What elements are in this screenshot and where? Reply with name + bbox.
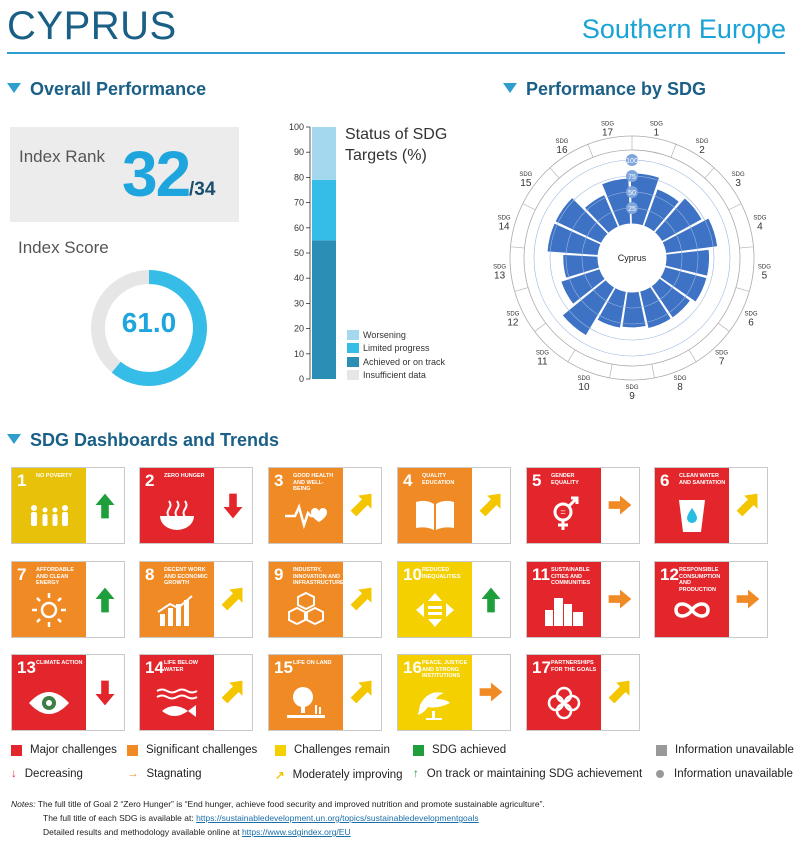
- down-arrow-icon: ↓: [11, 768, 17, 780]
- notes-line-3: Detailed results and methodology available online at https://www.sdgindex.org/EU: [43, 827, 351, 837]
- trend-arrow: [351, 681, 372, 704]
- sdg-number: 16: [556, 144, 568, 156]
- sdg-prefix: SDG: [519, 171, 533, 178]
- tree-icon: [283, 682, 329, 724]
- sdg-goal-title: INDUSTRY, INNOVATION AND INFRASTRUCTURE: [293, 567, 344, 586]
- legend-entry: [347, 355, 445, 369]
- radar-tick: [610, 364, 613, 378]
- ring-label: 100: [626, 158, 638, 165]
- radar-goal-label: [555, 139, 568, 156]
- sdg-goal-title: AFFORDABLE AND CLEAN ENERGY: [36, 567, 74, 586]
- sdg-prefix: SDG: [497, 215, 511, 222]
- trend-arrow: [482, 588, 501, 613]
- legend-swatch: [347, 343, 359, 353]
- sdg-goal-title: GENDER EQUALITY: [551, 473, 579, 486]
- triangle-icon: [7, 434, 21, 444]
- sdg-goal-title: REDUCED INEQUALITIES: [422, 567, 461, 580]
- water-icon: [669, 495, 715, 537]
- legend-label: Limited progress: [363, 343, 430, 354]
- sun-icon: [26, 589, 72, 631]
- notes-line-1: Notes: The full title of Goal 2 “Zero Hunger” is “End hunger, achieve food security and improved nutrition and promote sustainable agriculture”.: [11, 799, 545, 809]
- legend-swatch: [347, 370, 359, 380]
- book-icon: [412, 495, 458, 537]
- legend-entry: [347, 342, 445, 356]
- sdg-goal-number: 13: [17, 658, 36, 677]
- trend-arrow: [609, 496, 632, 515]
- trend-diag-arrow-icon: [217, 582, 249, 618]
- sdg-tile: [268, 467, 382, 544]
- sdg-number: 2: [699, 144, 705, 156]
- radar-tick: [568, 350, 575, 362]
- trend-arrow: [737, 494, 758, 517]
- sdg-number: 14: [498, 221, 510, 233]
- y-tick-label: 0: [298, 374, 304, 384]
- sdg-number: 15: [520, 177, 532, 189]
- y-tick-label: 50: [293, 248, 304, 258]
- sdg-goal-number: 2: [145, 471, 155, 490]
- sdg-number: 8: [677, 382, 683, 394]
- trend-diag-arrow-icon: [604, 675, 636, 711]
- trend-up-arrow-icon: [89, 488, 121, 524]
- region-title: Southern Europe: [581, 14, 786, 44]
- radar-goal-label: [753, 216, 766, 233]
- trend-arrow: [480, 683, 503, 702]
- legend-decreasing: ↓ Decreasing: [11, 768, 83, 780]
- ring-label: 75: [628, 174, 636, 181]
- radar-tick: [515, 288, 528, 292]
- radar-goal-label: [650, 121, 663, 138]
- trend-arrow: [96, 588, 115, 613]
- sdg-prefix: SDG: [673, 376, 687, 383]
- sdg-prefix: SDG: [744, 311, 758, 318]
- sdg-goal-icon: [398, 468, 472, 543]
- sdg-goal-icon: [527, 468, 601, 543]
- y-tick-label: 40: [293, 273, 304, 284]
- trend-diag-arrow-icon: [346, 582, 378, 618]
- sdg-goal-icon: [12, 655, 86, 730]
- red-square-icon: [11, 745, 22, 756]
- sdg-goal-title: GOOD HEALTH AND WELL-BEING: [293, 473, 334, 492]
- sdg-goal-title: RESPONSIBLE CONSUMPTION AND PRODUCTION: [679, 567, 721, 593]
- sdg-goal-icon: [398, 655, 472, 730]
- index-rank-label: Index Rank: [19, 147, 105, 166]
- dove-icon: [412, 682, 458, 724]
- sdg-tile: [268, 654, 382, 731]
- infinity-icon: [669, 589, 715, 631]
- sdg-tile: [11, 467, 125, 544]
- legend-entry: [347, 369, 445, 383]
- sdg-prefix: SDG: [535, 350, 549, 357]
- y-tick-label: 70: [293, 197, 304, 208]
- sdgindex-link[interactable]: https://www.sdgindex.org/EU: [241, 827, 351, 837]
- green-square-icon: [413, 745, 424, 756]
- legend-swatch: [347, 357, 359, 367]
- sdg-goal-icon: [269, 468, 343, 543]
- y-tick-label: 90: [293, 147, 304, 158]
- trend-arrow: [222, 681, 243, 704]
- sdg-goal-title: SUSTAINABLE CITIES AND COMMUNITIES: [551, 567, 591, 586]
- sdg-goal-icon: [12, 562, 86, 637]
- radar-tick: [511, 247, 525, 248]
- sdg-goal-icon: [269, 562, 343, 637]
- radar-tick: [736, 288, 749, 292]
- right-arrow-icon: →: [127, 768, 139, 780]
- status-chart-title: Status of SDG Targets (%): [345, 126, 448, 164]
- trend-diag-arrow-icon: [346, 675, 378, 711]
- y-tick-label: 30: [293, 298, 304, 309]
- fish-icon: [154, 682, 200, 724]
- sdg-goal-title: QUALITY EDUCATION: [422, 473, 455, 486]
- sdg-goal-title: PARTNERSHIPS FOR THE GOALS: [551, 660, 597, 673]
- sdg-prefix: SDG: [625, 385, 639, 391]
- trend-right-arrow-icon: [604, 582, 636, 618]
- sdg-tile: [397, 654, 511, 731]
- sdg-goal-number: 1: [17, 471, 27, 490]
- legend-swatch: [347, 330, 359, 340]
- country-title: CYPRUS: [7, 4, 177, 48]
- sdg-goal-icon: [527, 655, 601, 730]
- sdg-goal-icon: [398, 562, 472, 637]
- city-icon: [541, 589, 587, 631]
- legend-moderately: ↗ Moderately improving: [275, 769, 403, 782]
- sdg-goal-title: LIFE BELOW WATER: [164, 660, 198, 673]
- radar-tick: [550, 168, 559, 178]
- sdg-goal-number: 12: [660, 565, 679, 584]
- index-score-label: Index Score: [18, 238, 109, 257]
- notes: [11, 797, 545, 839]
- legend-label: Insufficient data: [363, 370, 426, 381]
- sdg-prefix: SDG: [695, 138, 709, 145]
- trend-diag-arrow-icon: [475, 488, 507, 524]
- radar-goal-label: [536, 350, 549, 367]
- sdg-number: 3: [735, 177, 741, 189]
- sdg-tile: [654, 467, 768, 544]
- y-tick-label: 60: [293, 222, 304, 233]
- sdg-goal-icon: [527, 562, 601, 637]
- heartbeat-icon: [283, 495, 329, 537]
- trend-arrow: [222, 588, 243, 611]
- bowl-icon: [154, 495, 200, 537]
- radar-tick: [689, 350, 696, 362]
- status-chart-legend: [347, 328, 445, 382]
- radar-tick: [718, 323, 729, 331]
- sdg-prefix: SDG: [493, 264, 507, 271]
- bar-segment: [312, 127, 336, 180]
- sdg-tile: [11, 654, 125, 731]
- y-tick-label: 10: [293, 348, 304, 359]
- trend-arrow: [351, 588, 372, 611]
- sdg-goal-number: 4: [403, 471, 413, 490]
- status-targets-chart: [282, 118, 352, 388]
- index-score-value: 61.0: [121, 307, 177, 338]
- orange-square-icon: [127, 745, 138, 756]
- sdg-number: 4: [757, 221, 763, 233]
- trend-arrow: [96, 681, 115, 706]
- sdg-prefix: SDG: [506, 311, 520, 318]
- sdg-tile: [139, 561, 253, 638]
- trend-arrow: [480, 494, 501, 517]
- radar-goal-label: [601, 121, 614, 138]
- legend-achieved: SDG achieved: [413, 744, 506, 756]
- ring-label: 50: [628, 190, 636, 197]
- sdg-goal-number: 6: [660, 471, 670, 490]
- sdg-prefix: SDG: [601, 121, 615, 128]
- sdg-goal-title: PEACE, JUSTICE AND STRONG INSTITUTIONS: [422, 660, 468, 679]
- radar-center-label: Cyprus: [617, 253, 647, 263]
- ring-label: 25: [628, 206, 636, 213]
- sdg-tile: [397, 467, 511, 544]
- sdg-goal-icon: [655, 562, 729, 637]
- radar-goal-label: [577, 376, 590, 393]
- sdg-number: 5: [761, 270, 768, 282]
- sdg-goal-number: 8: [145, 565, 155, 584]
- legend-on-track: ↑ On track or maintaining SDG achievement: [413, 768, 643, 780]
- sdg-prefix: SDG: [757, 264, 771, 271]
- bar-segment: [312, 180, 336, 240]
- legend-entry: [347, 328, 445, 342]
- radar-tick: [588, 144, 593, 157]
- y-tick-label: 20: [293, 323, 304, 334]
- sdg-prefix: SDG: [577, 376, 591, 383]
- legend-major: Major challenges: [11, 744, 117, 756]
- sdg-goal-number: 16: [403, 658, 422, 677]
- trend-arrow: [224, 494, 243, 519]
- radar-tick: [740, 247, 754, 248]
- sdg-number: 17: [601, 127, 614, 139]
- people-icon: [26, 495, 72, 537]
- sdg-tile: [526, 654, 640, 731]
- radar-goal-label: [715, 350, 728, 367]
- sdg-number: 10: [578, 382, 590, 394]
- radar-goal-label: [493, 264, 506, 281]
- radar-tick: [729, 204, 742, 210]
- diagonal-arrow-icon: ↗: [275, 770, 285, 782]
- sdg-goal-number: 14: [145, 658, 164, 677]
- radar-tick: [671, 144, 676, 157]
- legend-remain: Challenges remain: [275, 744, 390, 756]
- index-rank-total: /34: [189, 179, 216, 200]
- sdg-goal-icon: [269, 655, 343, 730]
- cubes-icon: [283, 589, 329, 631]
- trend-right-arrow-icon: [475, 675, 507, 711]
- sdg-goal-number: 10: [403, 565, 422, 584]
- sdg-number: 1: [653, 127, 660, 139]
- gender-icon: [541, 495, 587, 537]
- up-arrow-icon: ↑: [413, 768, 419, 780]
- legend-info-unavailable-dot: Information unavailable: [656, 768, 793, 780]
- radar-goal-label: [674, 376, 687, 393]
- sdg-goal-title: NO POVERTY: [36, 473, 73, 479]
- trend-arrow: [737, 590, 760, 609]
- legend-label: Worsening: [363, 329, 406, 340]
- sdg-goal-icon: [140, 562, 214, 637]
- growth-icon: [154, 589, 200, 631]
- y-tick-label: 80: [293, 172, 304, 183]
- trend-down-arrow-icon: [89, 675, 121, 711]
- trend-diag-arrow-icon: [217, 675, 249, 711]
- sdg-prefix: SDG: [555, 138, 569, 145]
- sdg-number: 13: [494, 270, 506, 282]
- radar-goal-label: [745, 311, 758, 328]
- radar-goal-label: [625, 385, 638, 402]
- trend-arrow: [351, 494, 372, 517]
- grey-square-icon: [656, 745, 667, 756]
- sdg-tile: [139, 467, 253, 544]
- legend-label: Achieved or on track: [363, 356, 446, 367]
- radar-goal-label: [506, 311, 519, 328]
- sdg-tile: [526, 561, 640, 638]
- sdg-prefix: SDG: [753, 215, 767, 222]
- radar-tick: [535, 323, 546, 331]
- sdg-goal-number: 7: [17, 565, 27, 584]
- sdg-number: 12: [507, 317, 519, 329]
- sdg-goal-icon: [12, 468, 86, 543]
- index-rank-value: 32: [122, 138, 190, 210]
- sdg-goal-number: 5: [532, 471, 542, 490]
- rings-icon: [541, 682, 587, 724]
- sdg-titles-link[interactable]: https://sustainabledevelopment.un.org/topics/sustainabledevelopmentgoals: [196, 813, 479, 823]
- legend-significant: Significant challenges: [127, 744, 257, 756]
- sdg-goal-title: DECENT WORK AND ECONOMIC GROWTH: [164, 567, 208, 586]
- radar-goal-label: [732, 172, 745, 189]
- radar-goal-label: [498, 216, 511, 233]
- sdg-number: 11: [537, 356, 548, 368]
- notes-line-2: The full title of each SDG is available at: https://sustainabledevelopment.un.org/topics/sustainabledevelopmentgoals: [43, 813, 479, 823]
- svg-text:=: =: [560, 507, 566, 517]
- sdg-number: 9: [629, 391, 635, 402]
- sdg-goal-icon: [140, 655, 214, 730]
- sdg-tile: [11, 561, 125, 638]
- triangle-icon: [503, 83, 517, 93]
- y-tick-label: 100: [288, 122, 304, 132]
- sdg-goal-number: 15: [274, 658, 293, 677]
- yellow-square-icon: [275, 745, 286, 756]
- trend-up-arrow-icon: [89, 582, 121, 618]
- dashboards-heading: SDG Dashboards and Trends: [7, 430, 279, 451]
- trend-down-arrow-icon: [217, 488, 249, 524]
- trend-right-arrow-icon: [732, 582, 764, 618]
- eye-icon: [26, 682, 72, 724]
- sdg-goal-number: 9: [274, 565, 284, 584]
- grey-dot-icon: [656, 770, 664, 778]
- overall-performance-heading: Overall Performance: [7, 79, 206, 100]
- header-divider: [7, 52, 785, 54]
- trend-arrow: [96, 494, 115, 519]
- trend-diag-arrow-icon: [732, 488, 764, 524]
- trend-arrow: [609, 590, 632, 609]
- radar-tick: [705, 168, 714, 178]
- sdg-goal-number: 3: [274, 471, 284, 490]
- sdg-number: 7: [718, 356, 725, 368]
- sdg-tile: [397, 561, 511, 638]
- sdg-tile: [139, 654, 253, 731]
- sdg-goal-title: LIFE ON LAND: [293, 660, 332, 666]
- sdg-tile: [526, 467, 640, 544]
- sdg-goal-icon: [655, 468, 729, 543]
- trend-up-arrow-icon: [475, 582, 507, 618]
- sdg-goal-title: ZERO HUNGER: [164, 473, 205, 479]
- trend-right-arrow-icon: [604, 488, 636, 524]
- performance-radar-chart: [495, 115, 785, 400]
- sdg-goal-title: CLEAN WATER AND SANITATION: [679, 473, 726, 486]
- sdg-prefix: SDG: [731, 171, 745, 178]
- radar-goal-label: [519, 172, 532, 189]
- legend-info-unavailable-square: Information unavailable: [656, 744, 794, 756]
- trend-diag-arrow-icon: [346, 488, 378, 524]
- legend-stagnating: → Stagnating: [127, 768, 202, 780]
- bar-segment: [312, 240, 336, 379]
- sdg-goal-title: CLIMATE ACTION: [36, 660, 83, 666]
- sdg-goal-number: 11: [532, 565, 550, 584]
- trend-arrow: [609, 681, 630, 704]
- radar-goal-label: [758, 264, 771, 281]
- equality-icon: [412, 589, 458, 631]
- sdg-prefix: SDG: [649, 121, 663, 128]
- sdg-tile: [268, 561, 382, 638]
- sdg-number: 6: [748, 317, 754, 329]
- index-rank-box: [10, 127, 239, 222]
- sdg-prefix: SDG: [715, 350, 729, 357]
- radar-tick: [523, 204, 536, 210]
- performance-by-sdg-heading: Performance by SDG: [503, 79, 706, 100]
- sdg-goal-number: 17: [532, 658, 551, 677]
- triangle-icon: [7, 83, 21, 93]
- radar-goal-label: [696, 139, 709, 156]
- sdg-goal-icon: [140, 468, 214, 543]
- sdg-tile: [654, 561, 768, 638]
- radar-tick: [652, 364, 655, 378]
